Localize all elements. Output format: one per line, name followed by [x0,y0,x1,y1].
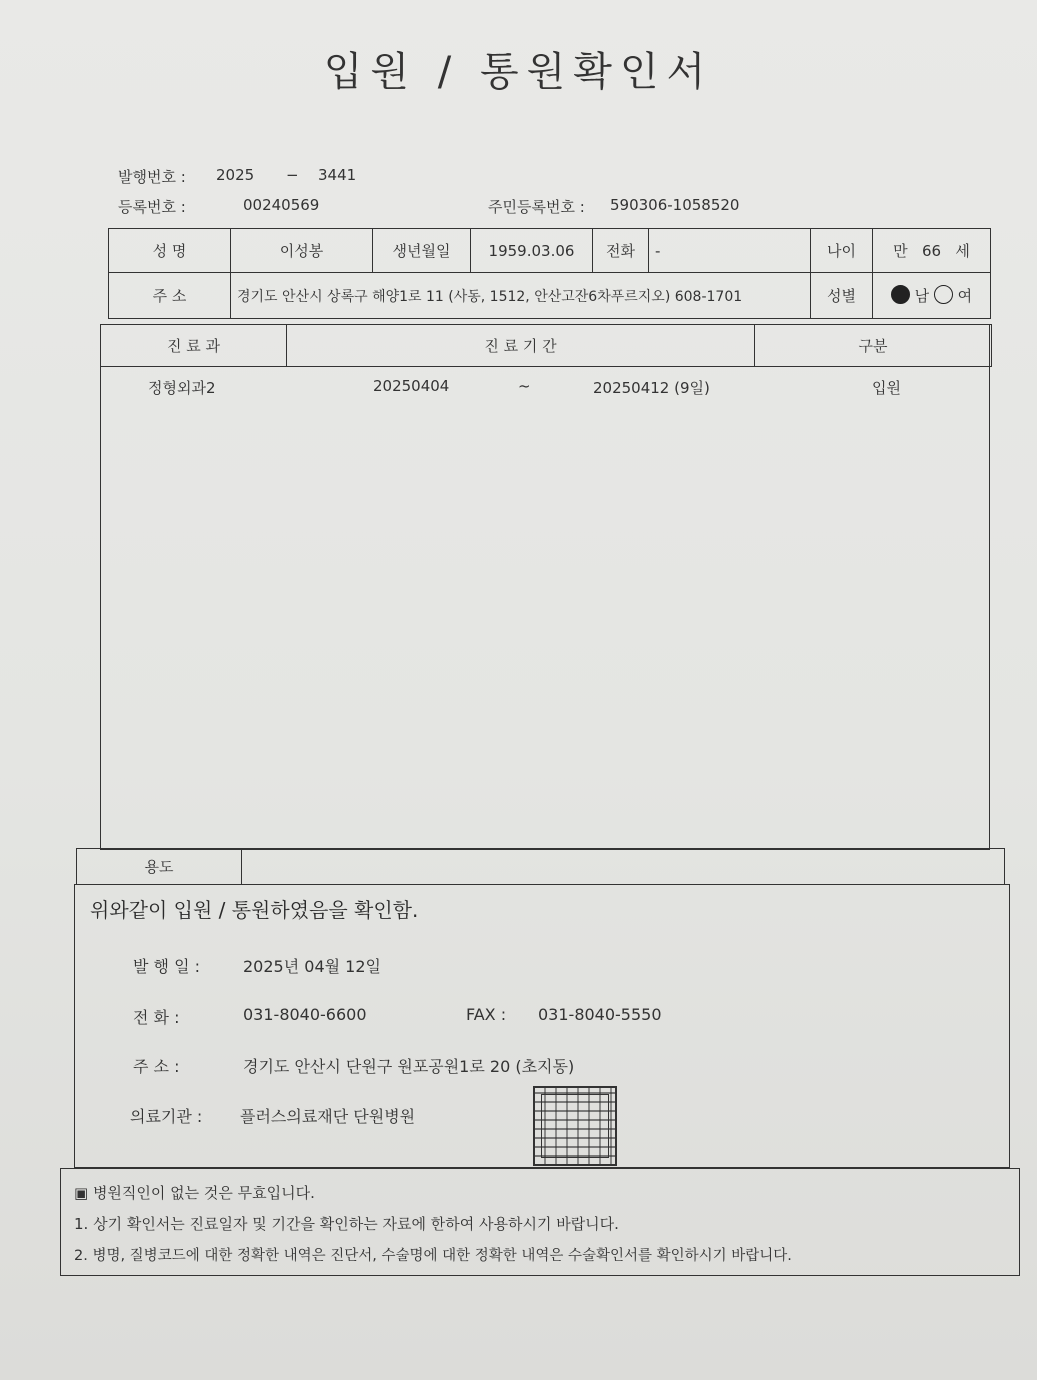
treatment-section [100,324,990,850]
hospital-address: 경기도 안산시 단원구 원포공원1로 20 (초지동) [243,1057,575,1076]
purpose-label: 용도 [77,849,242,885]
gender-female-label: 여 [957,287,973,305]
gender-cell [873,273,991,319]
issue-date-label: 발 행 일 : [133,957,201,976]
note-usage: 1. 상기 확인서는 진료일자 및 기간을 확인하는 자료에 한하여 사용하시기 바랍니다. [74,1215,619,1233]
patient-address: 경기도 안산시 상록구 해양1로 11 (사동, 1512, 안산고잔6차푸르지오) 608-1701 [231,273,811,319]
birth-label: 생년월일 [373,229,471,273]
patient-name: 이성봉 [231,229,373,273]
treatment-department: 정형외과2 [148,379,216,397]
treatment-type: 입원 [872,379,901,397]
confirmation-statement: 위와같이 입원 / 통원하였음을 확인함. [90,898,419,922]
name-label: 성 명 [109,229,231,273]
age-cell [873,229,991,273]
document-title: 입원 / 통원확인서 [323,49,714,95]
gender-male-label: 남 [914,287,930,305]
birth-date: 1959.03.06 [471,229,593,273]
phone-label: 전화 [593,229,649,273]
purpose-table [76,848,1005,885]
gender-male-radio-filled-icon [891,285,910,304]
treatment-end-date: 20250412 (9일) [593,379,710,397]
institution-name: 플러스의료재단 단원병원 [240,1107,416,1126]
hospital-seal-stamp [533,1086,617,1166]
resident-id-value: 590306-1058520 [610,196,740,214]
patient-phone: - [649,229,811,273]
gender-label: 성별 [811,273,873,319]
patient-info-table [108,228,991,319]
hospital-phone-label: 전 화 : [133,1008,180,1027]
age-prefix: 만 [893,242,908,260]
registration-number: 00240569 [243,196,320,214]
note-seal-required: ▣ 병원직인이 없는 것은 무효입니다. [74,1184,315,1202]
age-label: 나이 [811,229,873,273]
gender-female-radio-empty-icon [934,285,953,304]
issue-number: 3441 [318,166,357,184]
hospital-phone: 031-8040-6600 [243,1005,367,1024]
hospital-address-label: 주 소 : [133,1057,180,1076]
issue-number-label: 발행번호 : [118,168,186,186]
treatment-period-tilde: ~ [518,377,531,395]
hospital-fax: 031-8040-5550 [538,1005,662,1024]
treatment-header [100,324,992,367]
institution-label: 의료기관 : [130,1107,203,1126]
department-header: 진 료 과 [101,325,287,367]
note-diagnosis: 2. 병명, 질병코드에 대한 정확한 내역은 진단서, 수술명에 대한 정확한 내역은 수술확인서를 확인하시기 바랍니다. [74,1248,792,1264]
age-suffix: 세 [955,242,970,260]
address-label: 주 소 [109,273,231,319]
hospital-fax-label: FAX : [466,1005,507,1024]
issue-date: 2025년 04월 12일 [243,957,381,976]
resident-id-label: 주민등록번호 : [488,198,585,216]
registration-label: 등록번호 : [118,198,186,216]
period-header: 진 료 기 간 [287,325,755,367]
treatment-start-date: 20250404 [373,377,450,395]
issue-dash: − [286,166,299,184]
issue-year: 2025 [216,166,255,184]
type-header: 구분 [755,325,992,367]
age-value: 66 [921,242,942,260]
purpose-value [242,849,1005,885]
